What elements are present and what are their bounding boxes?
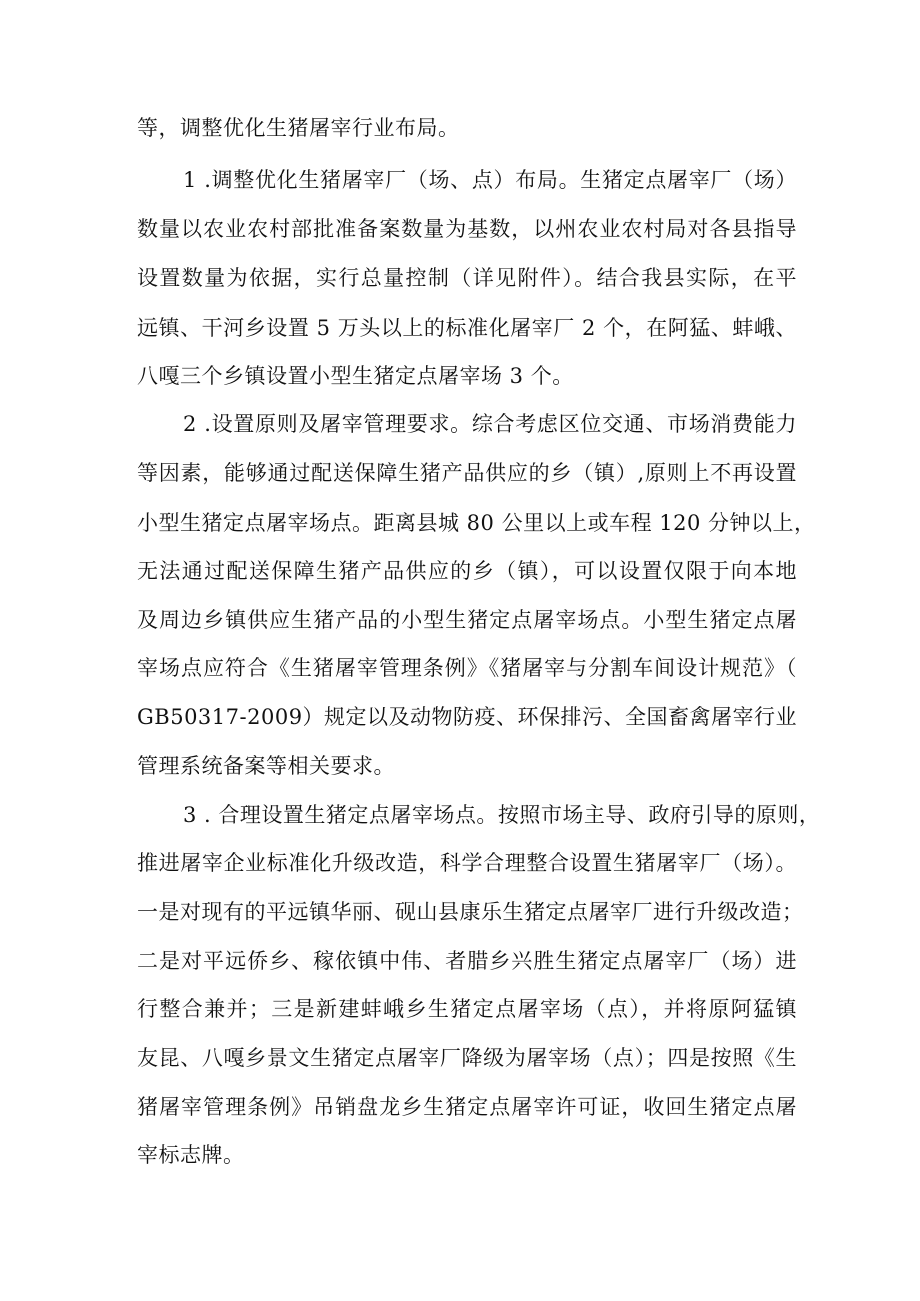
intro-tail-line: 等，调整优化生猪屠宰行业布局。 xyxy=(137,116,460,140)
paragraph-line: 3 . 合理设置生猪定点屠宰场点。按照市场主导、政府引导的原则， xyxy=(183,803,821,827)
paragraph-line: 1 .调整优化生猪屠宰厂（场、点）布局。生猪定点屠宰厂（场） xyxy=(183,168,797,192)
paragraph-line: GB50317-2009）规定以及动物防疫、环保排污、全国畜禽屠宰行业 xyxy=(137,705,798,729)
paragraph-line: 友昆、八嘎乡景文生猪定点屠宰厂降级为屠宰场（点）；四是按照《生 xyxy=(137,1046,797,1070)
paragraph-line: 一是对现有的平远镇华丽、砚山县康乐生猪定点屠宰厂进行升级改造； xyxy=(137,900,804,924)
paragraph-line: 数量以农业农村部批准备案数量为基数，以州农业农村局对各县指导 xyxy=(137,217,797,241)
paragraph-line: 远镇、干河乡设置 5 万头以上的标准化屠宰厂 2 个，在阿猛、蚌峨、 xyxy=(137,316,797,340)
paragraph-line: 设置数量为依据，实行总量控制（详见附件）。结合我县实际，在平 xyxy=(137,266,797,290)
paragraph-line: 2 .设置原则及屠宰管理要求。综合考虑区位交通、市场消费能力 xyxy=(183,412,797,436)
paragraph-line: 八嘎三个乡镇设置小型生猪定点屠宰场 3 个。 xyxy=(137,364,574,388)
paragraph-line: 行整合兼并；三是新建蚌峨乡生猪定点屠宰场（点），并将原阿猛镇 xyxy=(137,997,797,1021)
paragraph-line: 及周边乡镇供应生猪产品的小型生猪定点屠宰场点。小型生猪定点屠 xyxy=(137,608,797,632)
paragraph-line: 管理系统备案等相关要求。 xyxy=(137,754,395,778)
paragraph-line: 推进屠宰企业标准化升级改造，科学合理整合设置生猪屠宰厂（场）。 xyxy=(137,851,797,875)
paragraph-line: 等因素，能够通过配送保障生猪产品供应的乡（镇）,原则上不再设置 xyxy=(137,461,797,485)
paragraph-line: 宰标志牌。 xyxy=(137,1143,245,1167)
paragraph-line: 二是对平远侨乡、稼依镇中伟、者腊乡兴胜生猪定点屠宰厂（场）进 xyxy=(137,949,797,973)
paragraph-line: 猪屠宰管理条例》吊销盘龙乡生猪定点屠宰许可证，收回生猪定点屠 xyxy=(137,1095,797,1119)
paragraph-line: 宰场点应符合《生猪屠宰管理条例》《猪屠宰与分割车间设计规范》（ xyxy=(137,656,797,680)
paragraph-line: 无法通过配送保障生猪产品供应的乡（镇），可以设置仅限于向本地 xyxy=(137,559,797,583)
paragraph-line: 小型生猪定点屠宰场点。距离县城 80 公里以上或车程 120 分钟以上， xyxy=(137,511,816,535)
